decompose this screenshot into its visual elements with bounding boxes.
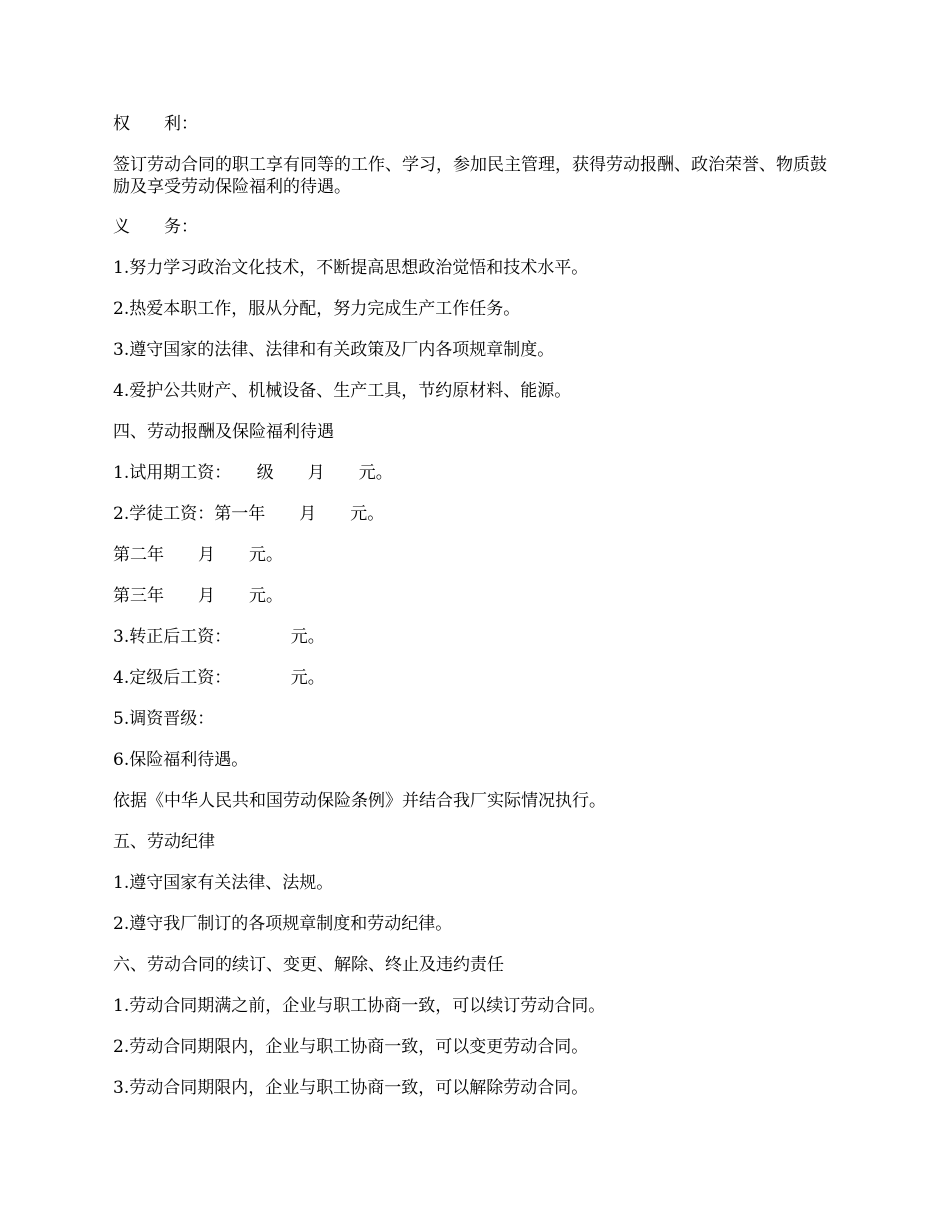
- duty-item-3: 3.遵守国家的法律、法律和有关政策及厂内各项规章制度。: [113, 340, 555, 360]
- contract-item-3: 3.劳动合同期限内，企业与职工协商一致，可以解除劳动合同。: [113, 1078, 589, 1098]
- section-4-heading: 四、劳动报酬及保险福利待遇: [113, 422, 334, 442]
- section-6-heading: 六、劳动合同的续订、变更、解除、终止及违约责任: [113, 955, 504, 975]
- wage-item-2-year-3: 第三年 月 元。: [113, 586, 283, 606]
- duty-item-4: 4.爱护公共财产、机械设备、生产工具，节约原材料、能源。: [113, 381, 572, 401]
- wage-item-1: 1.试用期工资： 级 月 元。: [113, 463, 393, 483]
- insurance-basis: 依据《中华人民共和国劳动保险条例》并结合我厂实际情况执行。: [113, 791, 606, 811]
- contract-item-2: 2.劳动合同期限内，企业与职工协商一致，可以变更劳动合同。: [113, 1037, 589, 1057]
- duty-item-1: 1.努力学习政治文化技术，不断提高思想政治觉悟和技术水平。: [113, 258, 589, 278]
- duty-item-2: 2.热爱本职工作，服从分配，努力完成生产工作任务。: [113, 299, 521, 319]
- section-5-heading: 五、劳动纪律: [113, 832, 215, 852]
- wage-item-2-year-2: 第二年 月 元。: [113, 545, 283, 565]
- duties-heading: 义 务：: [113, 217, 198, 237]
- contract-item-1: 1.劳动合同期满之前，企业与职工协商一致，可以续订劳动合同。: [113, 996, 606, 1016]
- wage-item-6: 6.保险福利待遇。: [113, 750, 249, 770]
- wage-item-4: 4.定级后工资： 元。: [113, 668, 325, 688]
- wage-item-2: 2.学徒工资：第一年 月 元。: [113, 504, 385, 524]
- discipline-item-1: 1.遵守国家有关法律、法规。: [113, 873, 334, 893]
- document-page: [113, 113, 843, 1118]
- wage-item-3: 3.转正后工资： 元。: [113, 627, 325, 647]
- rights-heading: 权 利：: [113, 114, 198, 134]
- wage-item-5: 5.调资晋级：: [113, 709, 215, 729]
- discipline-item-2: 2.遵守我厂制订的各项规章制度和劳动纪律。: [113, 914, 453, 934]
- rights-body: 签订劳动合同的职工享有同等的工作、学习，参加民主管理，获得劳动报酬、政治荣誉、物质鼓励及享受劳动保险福利的待遇。: [113, 155, 827, 197]
